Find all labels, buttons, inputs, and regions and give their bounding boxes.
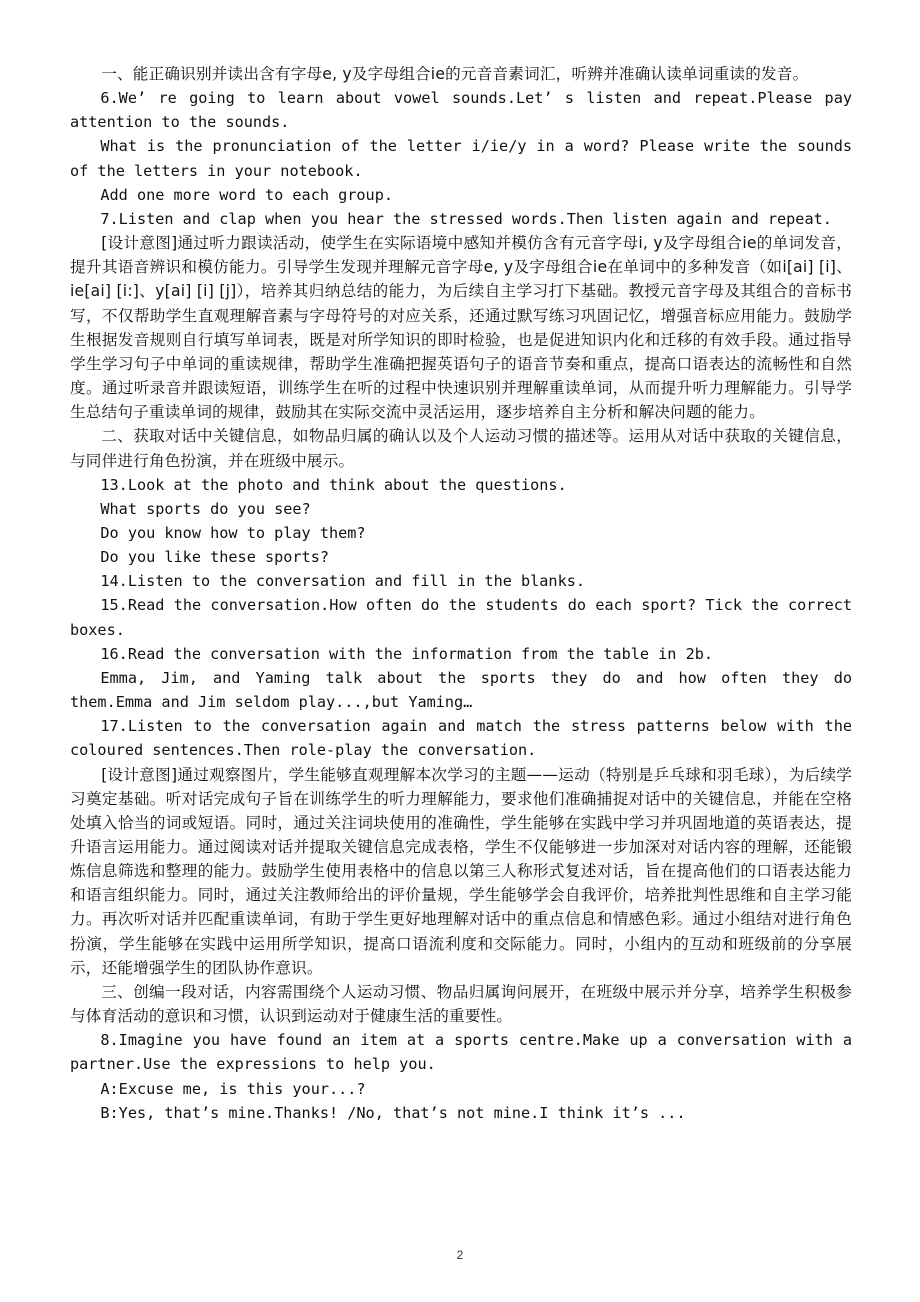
section-heading-3: 三、创编一段对话，内容需围绕个人运动习惯、物品归属询问展开，在班级中展示并分享，培养学生积极参与体育活动的意识和习惯，认识到运动对于健康生活的重要性。 [70,982,852,1026]
design-intent-1: [设计意图]通过听力跟读活动，使学生在实际语境中感知并模仿含有元音字母i, y及字母组合ie的单词发音，提升其语音辨识和模仿能力。引导学生发现并理解元音字母e, y及字母组合ie在单词中的多种发音（如i[ai] [i]、ie[ai] [i:]、y[ai] [i] [j]），培养其归纳总结的能力，为后续自主学习打下基础。教授元音字母及其组合的音标书写，不仅帮助学生直观理解音素与字母符号的对应关系，还通过默写练习巩固记忆，增强音标应用能力。鼓励学生根据发音规则自行填写单词表，既是对所学知识的即时检验，也是促进知识内化和迁移的有效手段。通过指导学生学习句子中单词的重读规律，帮助学生准确把握英语句子的语音节奏和重点，提高口语表达的流畅性和自然度。通过听录音并跟读短语，训练学生在听的过程中快速识别并理解重读单词，从而提升听力理解能力。引导学生总结句子重读单词的规律，鼓励其在实际交流中灵活运用，逐步培养自主分析和解决问题的能力。 [70,234,852,422]
task-14: 14.Listen to the conversation and fill in the blanks. [100,572,586,591]
task-6-add-word: Add one more word to each group. [100,185,393,204]
section-heading-1: 一、能正确识别并读出含有字母e, y及字母组合ie的元音音素词汇，听辨并准确认读单词重读的发音。 [101,65,809,83]
task-16: 16.Read the conversation with the information from the table in 2b. [100,644,714,663]
dialogue-line-b: B:Yes, that’s mine.Thanks! /No, that’s not mine.I think it’s ... [100,1103,686,1122]
document-body [70,62,852,1125]
task-13-question-2: Do you know how to play them? [100,523,366,542]
task-13-question-1: What sports do you see? [100,499,311,518]
task-6-question: What is the pronunciation of the letter i/ie/y in a word? Please write the sounds of the letters in your notebook. [70,137,852,180]
task-6: 6.We’ re going to learn about vowel sounds.Let’ s listen and repeat.Please pay attention to the sounds. [70,89,852,132]
design-intent-2: [设计意图]通过观察图片，学生能够直观理解本次学习的主题——运动（特别是乒乓球和羽毛球），为后续学习奠定基础。听对话完成句子旨在训练学生的听力理解能力，要求他们准确捕捉对话中的关键信息，并能在空格处填入恰当的词或短语。同时，通过关注词块使用的准确性，学生能够在实践中学习并巩固地道的英语表达，提升语言运用能力。通过阅读对话并提取关键信息完成表格，学生不仅能够进一步加深对对话内容的理解，还能锻炼信息筛选和整理的能力。鼓励学生使用表格中的信息以第三人称形式复述对话，旨在提高他们的口语表达能力和语言组织能力。同时，通过关注教师给出的评价量规，学生能够学会自我评价，培养批判性思维和自主学习能力。再次听对话并匹配重读单词，有助于学生更好地理解对话中的重点信息和情感色彩。通过小组结对进行角色扮演，学生能够在实践中运用所学知识，提高口语流利度和交际能力。同时，小组内的互动和班级前的分享展示，还能增强学生的团队协作意识。 [70,765,852,977]
page-number: 2 [456,1248,464,1262]
dialogue-line-a: A:Excuse me, is this your...? [100,1079,366,1098]
task-15: 15.Read the conversation.How often do the students do each sport? Tick the correct boxes. [70,596,852,639]
task-8: 8.Imagine you have found an item at a sports centre.Make up a conversation with a partner.Use the expressions to help you. [70,1031,852,1074]
task-13: 13.Look at the photo and think about the questions. [100,475,567,494]
task-13-question-3: Do you like these sports? [100,548,329,567]
task-7: 7.Listen and clap when you hear the stressed words.Then listen again and repeat. [100,209,832,228]
task-16-example: Emma, Jim, and Yaming talk about the sports they do and how often they do them.Emma and Jim seldom play...,but Yaming… [70,668,852,712]
section-heading-2: 二、获取对话中关键信息，如物品归属的确认以及个人运动习惯的描述等。运用从对话中获取的关键信息，与同伴进行角色扮演，并在班级中展示。 [70,427,852,470]
task-17: 17.Listen to the conversation again and match the stress patterns below with the coloured sentences.Then role-play the conversation. [70,717,852,760]
